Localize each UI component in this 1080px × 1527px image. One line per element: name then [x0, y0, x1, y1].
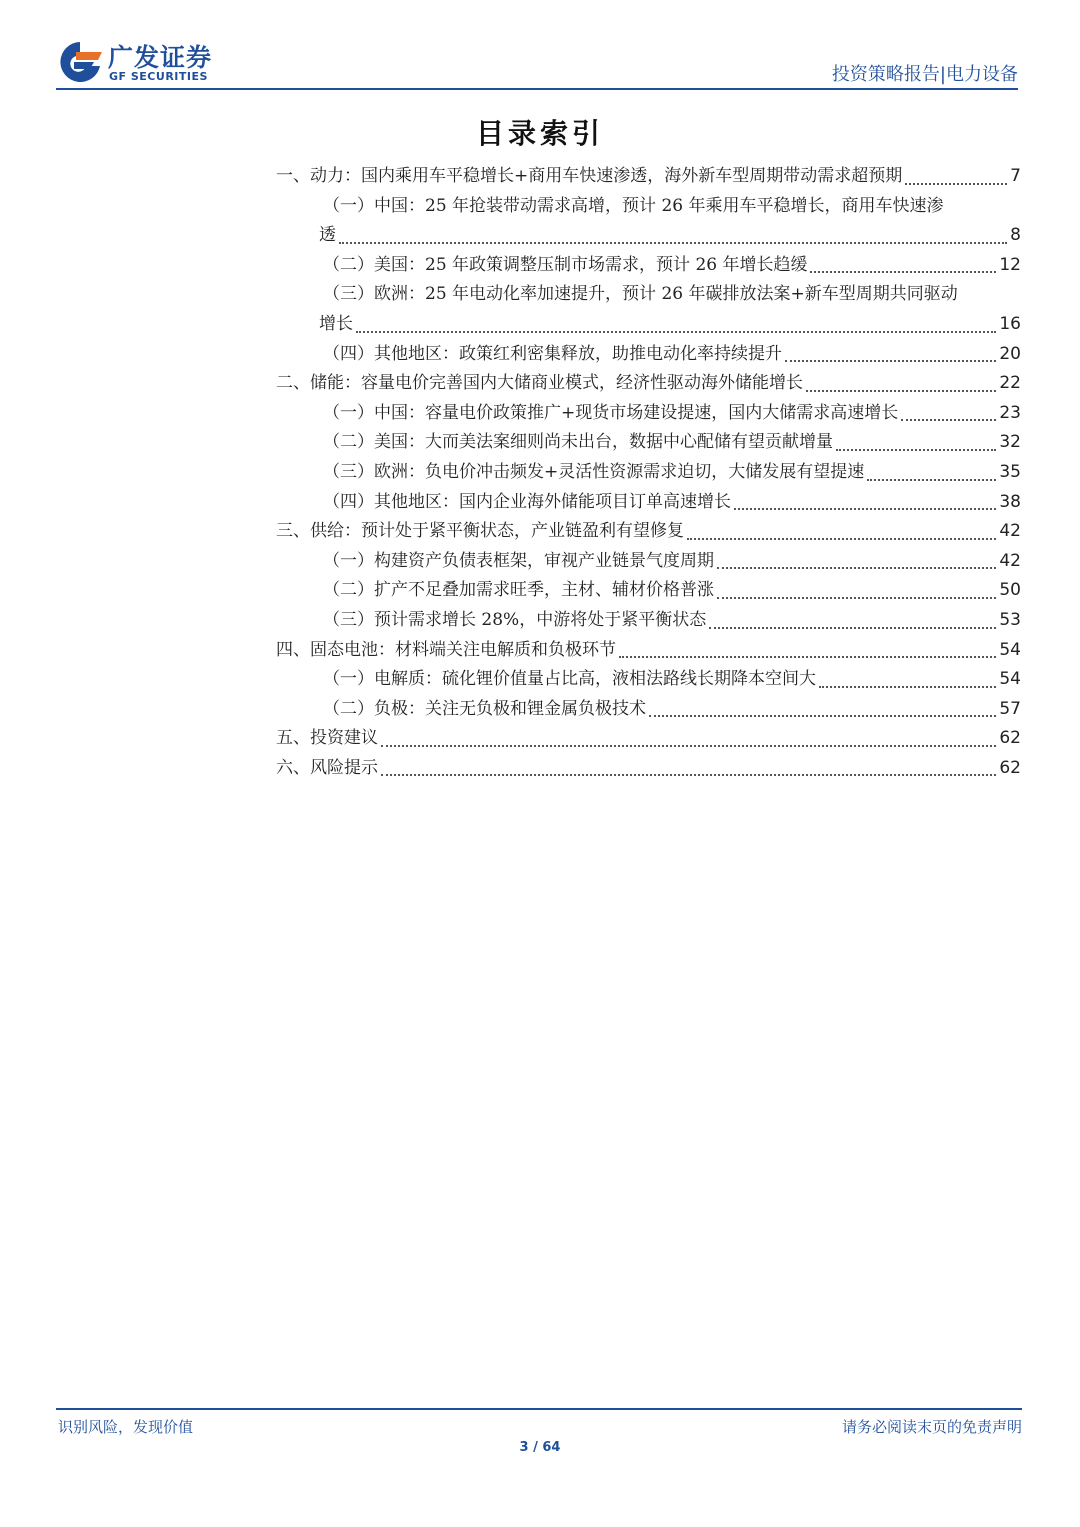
dot-leader	[810, 271, 996, 273]
table-of-contents	[276, 162, 1021, 783]
toc-entry[interactable]	[276, 724, 1021, 754]
toc-entry[interactable]	[276, 162, 1021, 192]
toc-entry[interactable]	[276, 576, 1021, 606]
toc-entry[interactable]	[276, 251, 1021, 281]
toc-page-number: 7	[1010, 166, 1021, 186]
toc-page-number: 54	[999, 669, 1021, 690]
page-header	[56, 36, 1018, 90]
toc-page-number: 57	[999, 698, 1021, 719]
company-logo	[56, 36, 256, 88]
toc-entry[interactable]	[276, 695, 1021, 725]
dot-leader	[836, 449, 996, 451]
dot-leader	[819, 686, 996, 688]
toc-entry-text: （四）其他地区：国内企业海外储能项目订单高速增长	[323, 491, 731, 512]
toc-entry-text: 六、风险提示	[276, 757, 378, 778]
logo-english-name: GF SECURITIES	[109, 70, 208, 83]
dot-leader	[734, 508, 996, 510]
toc-page-number: 50	[999, 580, 1021, 601]
dot-leader	[619, 656, 996, 658]
toc-title: 目录索引	[475, 117, 604, 150]
toc-entry-text: 一、动力：国内乘用车平稳增长+商用车快速渗透，海外新车型周期带动需求超预期	[276, 166, 903, 186]
toc-page-number: 62	[999, 757, 1021, 778]
toc-entry[interactable]	[276, 369, 1021, 399]
dot-leader	[649, 715, 996, 717]
toc-entry[interactable]	[276, 340, 1021, 370]
toc-entry[interactable]	[276, 458, 1021, 488]
toc-page-number: 42	[999, 550, 1021, 571]
toc-entry-text: 四、固态电池：材料端关注电解质和负极环节	[276, 639, 616, 660]
toc-page-number: 54	[999, 639, 1021, 660]
report-type-label: 投资策略报告|电力设备	[831, 64, 1018, 85]
toc-page-number: 8	[1010, 225, 1021, 246]
dot-leader	[785, 360, 996, 362]
toc-entry-text: 五、投资建议	[276, 728, 378, 749]
toc-entry-text: （二）负极：关注无负极和锂金属负极技术	[323, 698, 646, 719]
toc-entry-text: （四）其他地区：政策红利密集释放，助推电动化率持续提升	[323, 343, 782, 364]
toc-entry-text: （三）欧洲：25 年电动化率加速提升，预计 26 年碳排放法案+新车型周期共同驱动	[323, 284, 958, 305]
dot-leader	[867, 479, 996, 481]
toc-entry-text: （三）预计需求增长 28%，中游将处于紧平衡状态	[323, 609, 707, 630]
dot-leader	[717, 567, 996, 569]
toc-entry-text: （三）欧洲：负电价冲击频发+灵活性资源需求迫切，大储发展有望提速	[323, 461, 865, 482]
toc-entry[interactable]	[276, 428, 1021, 458]
toc-entry-text: 二、储能：容量电价完善国内大储商业模式，经济性驱动海外储能增长	[276, 373, 803, 394]
footer-slogan: 识别风险，发现价值	[58, 1418, 194, 1436]
toc-entry-text-cont: 增长	[319, 313, 353, 334]
toc-page-number: 32	[999, 432, 1021, 453]
toc-page-number: 38	[999, 491, 1021, 512]
toc-entry[interactable]	[276, 547, 1021, 577]
toc-entry-text: 三、供给：预计处于紧平衡状态，产业链盈利有望修复	[276, 521, 684, 542]
toc-entry[interactable]	[276, 280, 1021, 339]
toc-page-number: 23	[999, 402, 1021, 423]
toc-entry[interactable]	[276, 399, 1021, 429]
logo-chinese-name: 广发证券	[108, 43, 213, 72]
toc-page-number: 35	[999, 461, 1021, 482]
toc-page-number: 62	[999, 728, 1021, 749]
toc-entry-text-cont: 透	[319, 225, 336, 246]
gf-logo-icon	[56, 40, 104, 84]
dot-leader	[339, 242, 1007, 244]
dot-leader	[717, 597, 996, 599]
toc-entry-text: （一）中国：25 年抢装带动需求高增，预计 26 年乘用车平稳增长，商用车快速渗	[323, 195, 944, 216]
toc-entry-text: （一）构建资产负债表框架，审视产业链景气度周期	[323, 550, 714, 571]
dot-leader	[381, 774, 996, 776]
footer-disclaimer[interactable]: 请务必阅读末页的免责声明	[841, 1418, 1022, 1436]
toc-entry-text: （二）美国：25 年政策调整压制市场需求，预计 26 年增长趋缓	[323, 254, 808, 275]
toc-page-number: 42	[999, 521, 1021, 542]
toc-entry[interactable]	[276, 636, 1021, 666]
toc-entry-text: （一）电解质：硫化锂价值量占比高，液相法路线长期降本空间大	[323, 669, 816, 690]
page-number: 3 / 64	[519, 1440, 561, 1455]
dot-leader	[381, 745, 996, 747]
toc-entry[interactable]	[276, 665, 1021, 695]
page-footer	[56, 1408, 1022, 1440]
toc-entry-text: （一）中国：容量电价政策推广+现货市场建设提速，国内大储需求高速增长	[323, 402, 899, 423]
toc-entry[interactable]	[276, 517, 1021, 547]
toc-page-number: 53	[999, 609, 1021, 630]
dot-leader	[687, 538, 996, 540]
dot-leader	[905, 183, 1007, 185]
toc-entry[interactable]	[276, 488, 1021, 518]
toc-page-number: 20	[999, 343, 1021, 364]
toc-entry-text: （二）扩产不足叠加需求旺季，主材、辅材价格普涨	[323, 580, 714, 601]
toc-entry-text: （二）美国：大而美法案细则尚未出台，数据中心配储有望贡献增量	[323, 432, 833, 453]
toc-page-number: 16	[999, 313, 1021, 334]
dot-leader	[356, 331, 996, 333]
toc-entry[interactable]	[276, 192, 1021, 251]
dot-leader	[709, 627, 996, 629]
toc-entry[interactable]	[276, 754, 1021, 784]
toc-page-number: 22	[999, 373, 1021, 394]
toc-page-number: 12	[999, 254, 1021, 275]
dot-leader	[806, 390, 996, 392]
dot-leader	[901, 419, 996, 421]
toc-entry[interactable]	[276, 606, 1021, 636]
